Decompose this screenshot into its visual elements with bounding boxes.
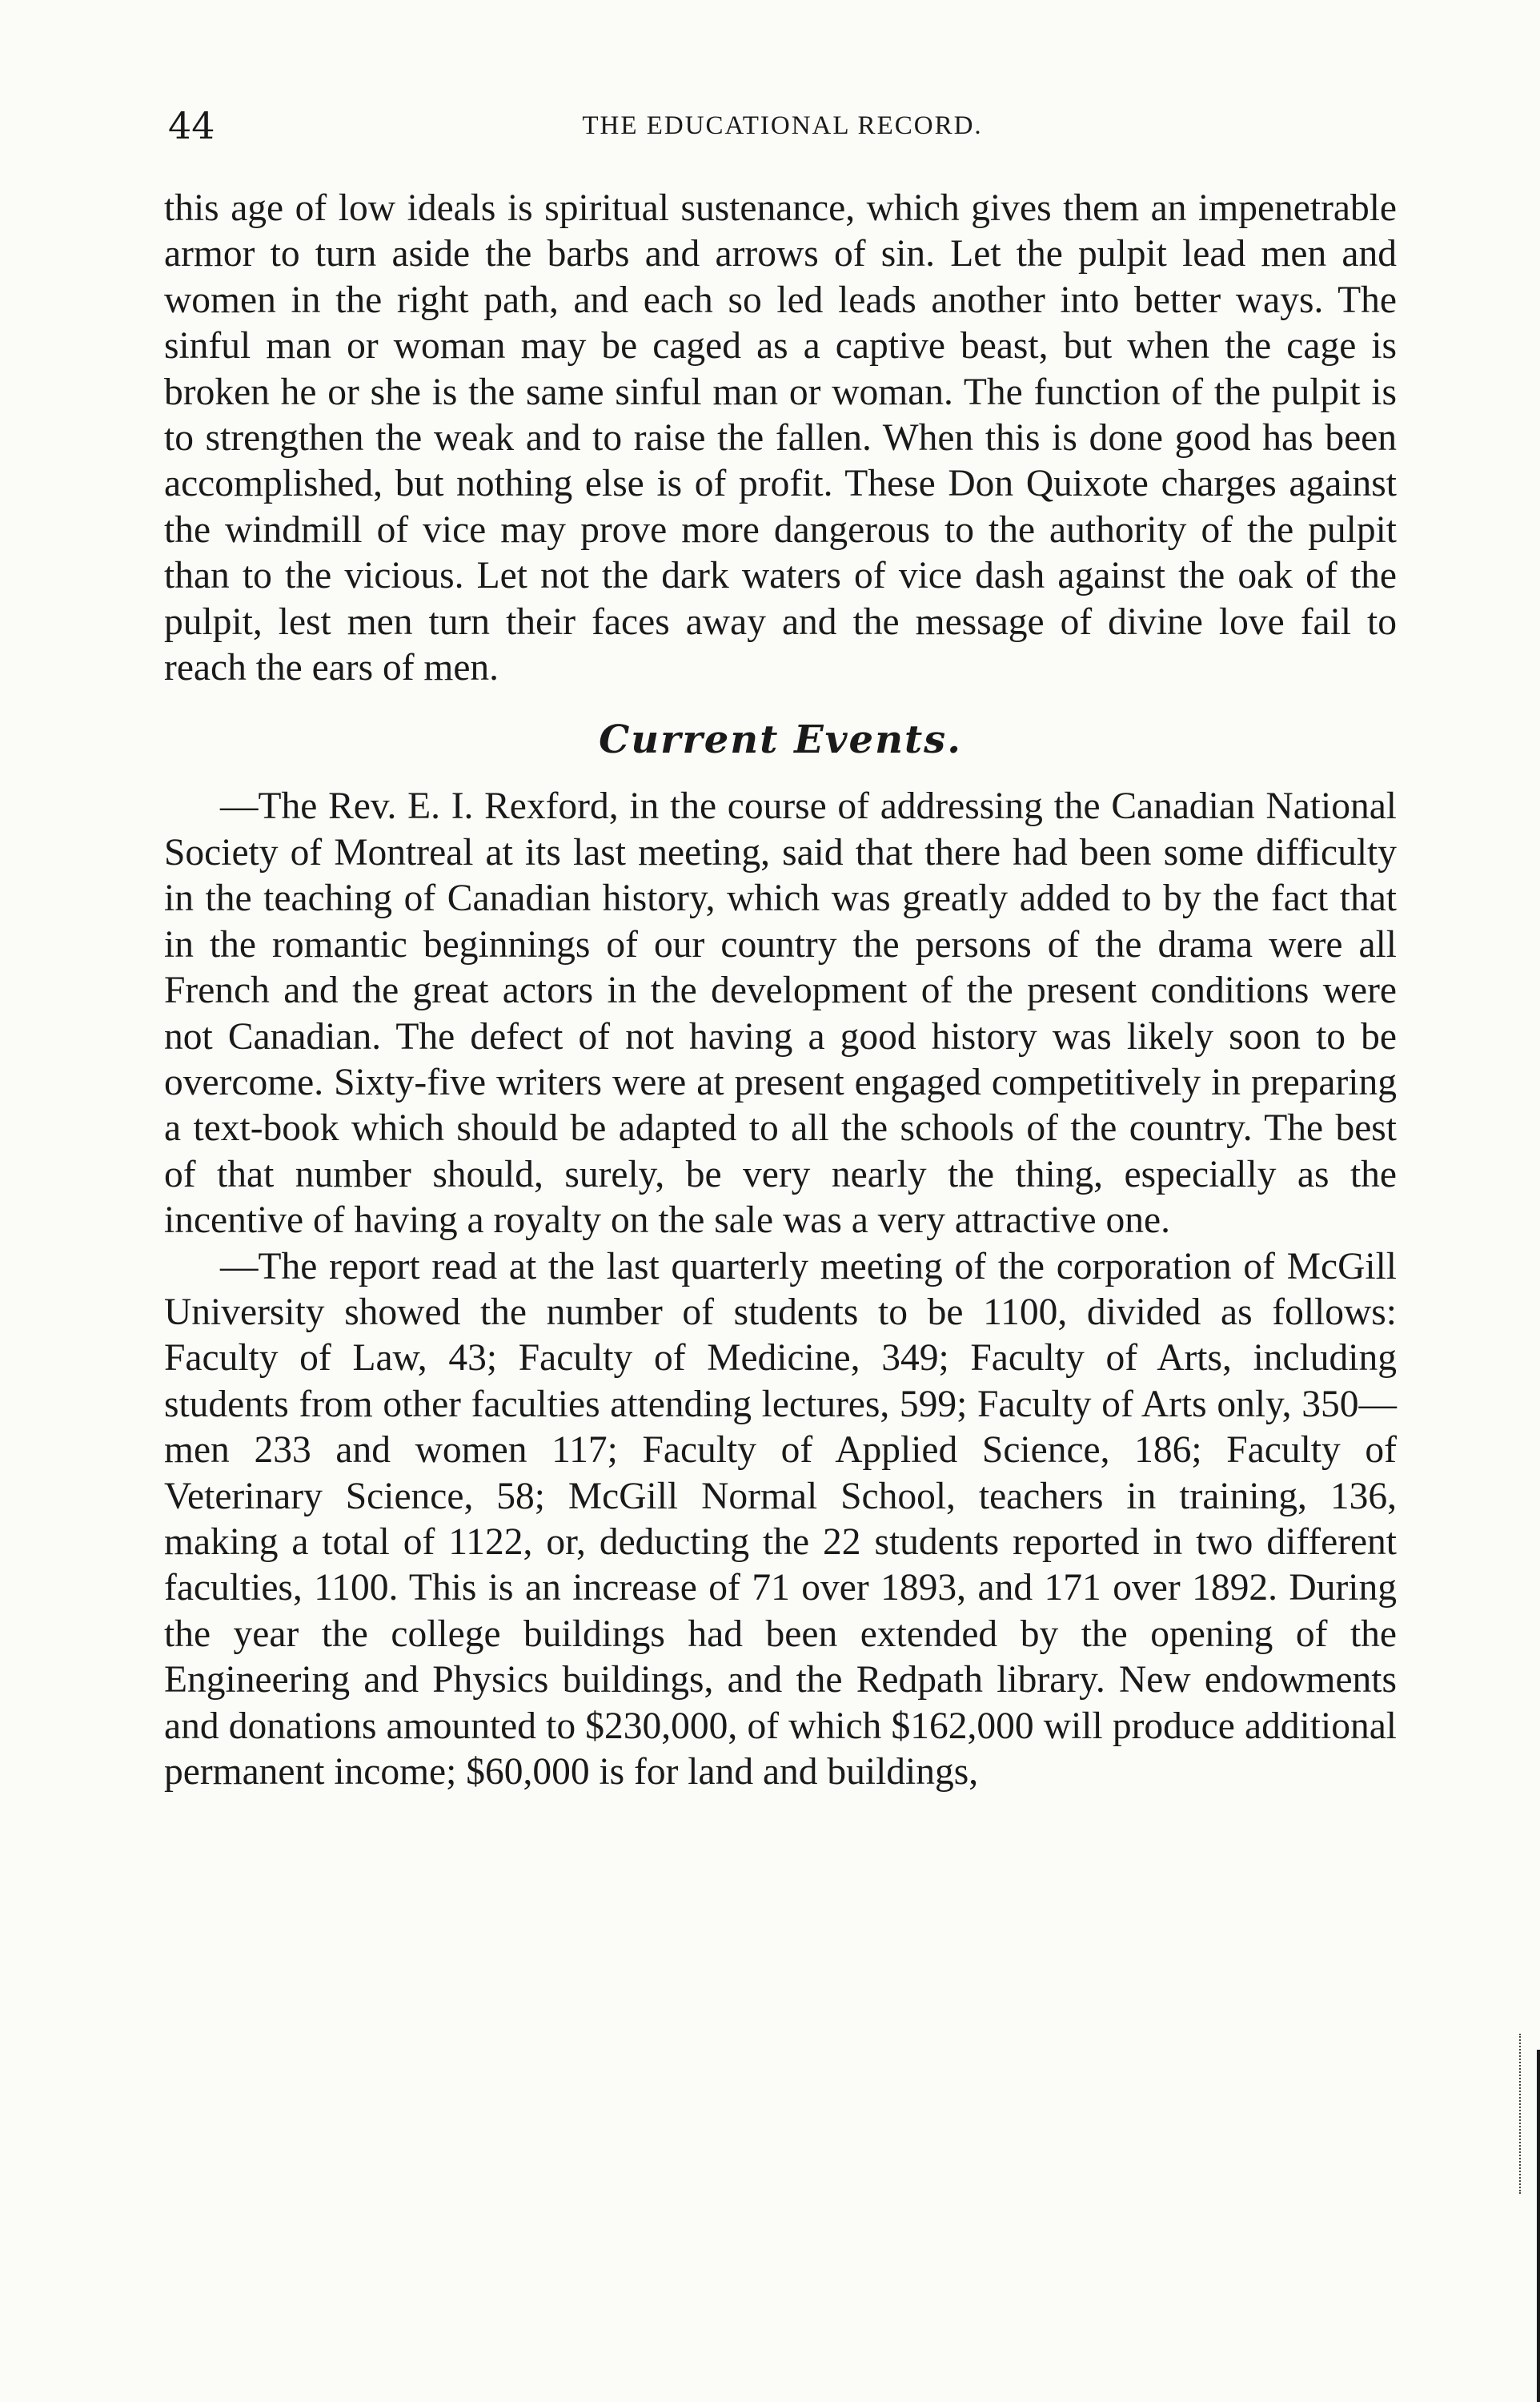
page-edge-line bbox=[1537, 2050, 1540, 2402]
paragraph-mcgill: —The report read at the last quarterly meeting of the corporation of McGill University showed the number of students to be 1100, divided as follows: Faculty of Law, 43; Faculty of Medicine, 349; Faculty of Arts, including students from other faculties attending lectures, 599; Faculty of Arts only, 350—men 233 and women 117; Faculty of Applied Science, 186; Faculty of Veterinary Science, 58; McGill Normal School, teachers in training, 136, making a total of 1122, or, deducting the 22 students reported in two different faculties, 1100. This is an increase of 71 over 1893, and 171 over 1892. During the year the college buildings had been extended by the opening of the Engineering and Physics buildings, and the Redpath library. New endowments and donations amounted to $230,000, of which $162,000 will produce additional permanent income; $60,000 is for land and buildings, bbox=[164, 1245, 1397, 1793]
section-heading: Current Events. bbox=[599, 717, 962, 763]
margin-dotted-line bbox=[1519, 2034, 1522, 2194]
paragraph-rexford: —The Rev. E. I. Rexford, in the course of addressing the Canadian National Society of Montreal at its last meeting, said that there had been some difficulty in the teaching of Canadian history, which was greatly added to by the fact that in the romantic beginnings of our country the persons of the drama were all French and the great actors in the development of the present conditions were not Canadian. The defect of not having a good history was likely soon to be overcome. Sixty-five writers were at present engaged competitively in preparing a text-book which should be adapted to all the schools of the country. The best of that number should, surely, be very nearly the thing, especially as the incentive of having a royalty on the sale was a very attractive one. bbox=[164, 785, 1397, 1242]
page-body bbox=[164, 186, 1397, 1795]
opening-paragraph: this age of low ideals is spiritual sustenance, which gives them an impenetrable armor to turn aside the barbs and arrows of sin. Let the pulpit lead men and women in the right path, and each so led leads another into better ways. The sinful man or woman may be caged as a captive beast, but when the cage is broken he or she is the same sinful man or woman. The function of the pulpit is to strengthen the weak and to raise the fallen. When this is done good has been accomplished, but nothing else is of profit. These Don Quixote charges against the windmill of vice may prove more dangerous to the authority of the pulpit than to the vicious. Let not the dark waters of vice dash against the oak of the pulpit, lest men turn their faces away and the message of divine love fail to reach the ears of men. bbox=[164, 187, 1397, 689]
running-title: THE EDUCATIONAL RECORD. bbox=[582, 111, 983, 140]
page-header bbox=[168, 98, 1397, 154]
page-number: 44 bbox=[168, 104, 215, 147]
